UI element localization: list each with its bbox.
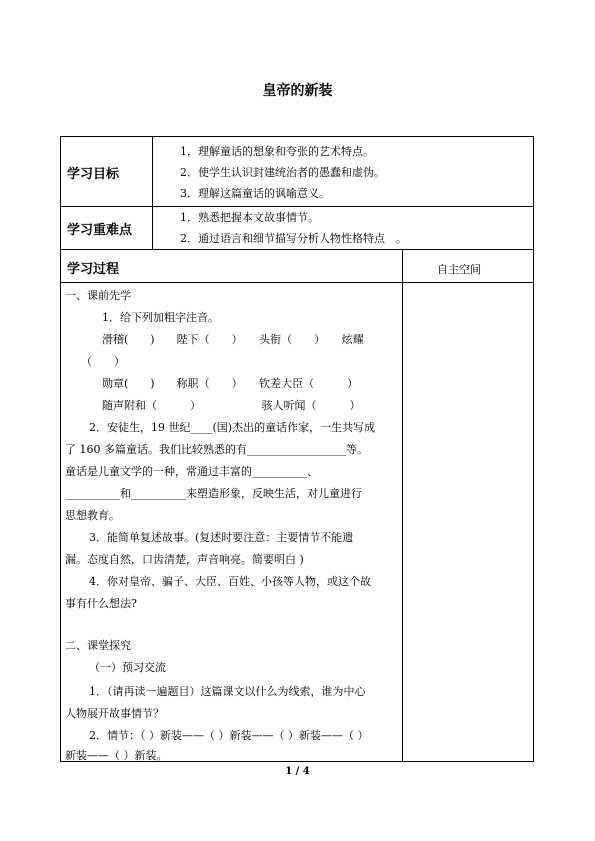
body-line: 勋章( ) 称职（ ） 钦差大臣（ ） <box>102 377 359 390</box>
body-line: 滑稽( ) 陛下（ ） 头衔（ ） 炫耀 <box>102 333 364 346</box>
body-line: （ ） <box>81 355 125 368</box>
page-number: 1 / 4 <box>285 766 310 777</box>
self-study-space-label: 自主空间 <box>437 263 481 276</box>
keypoints-label: 学习重难点 <box>67 223 133 238</box>
row-divider <box>61 206 533 207</box>
subsection-heading: （一）预习交流 <box>89 661 166 674</box>
body-line: 人物展开故事情节？ <box>65 707 164 720</box>
body-line: 2．安徒生，19 世纪____(国)杰出的童话作家，一生共写成 <box>89 421 376 434</box>
document-title: 皇帝的新装 <box>262 83 333 99</box>
goals-label: 学习目标 <box>67 167 120 182</box>
body-line: 思想教育。 <box>65 509 120 522</box>
row-divider <box>61 249 533 250</box>
body-line: 1．给下列加粗字注音。 <box>102 311 219 324</box>
column-divider <box>402 249 403 762</box>
goal-item: 3．理解这篇童话的讽喻意义。 <box>180 187 330 200</box>
body-line: 童话是儿童文学的一种，常通过丰富的__________、 <box>65 465 318 478</box>
body-line: 3．能简单复述故事。(复述时要注意：主要情节不能遗 <box>89 531 354 544</box>
body-line: 新装——（ ）新装。 <box>65 749 168 762</box>
goal-item: 2．使学生认识封建统治者的愚蠢和虚伪。 <box>180 166 385 179</box>
body-line: 1．（请再读一遍题目）这篇课文以什么为线索，谁为中心 <box>89 685 366 698</box>
column-divider <box>152 137 153 249</box>
keypoint-item: 2．通过语言和细节描写分析人物性格特点 。 <box>180 232 407 245</box>
body-line: __________和__________来塑造形象，反映生活，对儿童进行 <box>65 487 362 500</box>
lesson-table <box>60 136 534 762</box>
body-line: 事有什么想法? <box>65 597 137 610</box>
body-line: 随声附和（ ） 骇人听闻（ ） <box>102 399 361 412</box>
body-line: 4．你对皇帝、骗子、大臣、百姓、小孩等人物，或这个故 <box>89 575 371 588</box>
goal-item: 1．理解童话的想象和夸张的艺术特点。 <box>180 145 374 158</box>
body-line: 漏。态度自然，口齿清楚，声音响亮。简要明白 ) <box>65 553 304 566</box>
body-line: 了 160 多篇童话。我们比较熟悉的有__________________等。 <box>65 443 368 456</box>
body-line: 2．情节：（ ）新装——（ ）新装——（ ）新装——（ ） <box>89 729 369 742</box>
row-divider <box>61 282 533 283</box>
keypoint-item: 1．熟悉把握本文故事情节。 <box>180 211 319 224</box>
section-heading: 二、课堂探究 <box>65 639 131 652</box>
section-heading: 一、课前先学 <box>65 289 131 302</box>
process-label: 学习过程 <box>67 262 120 277</box>
